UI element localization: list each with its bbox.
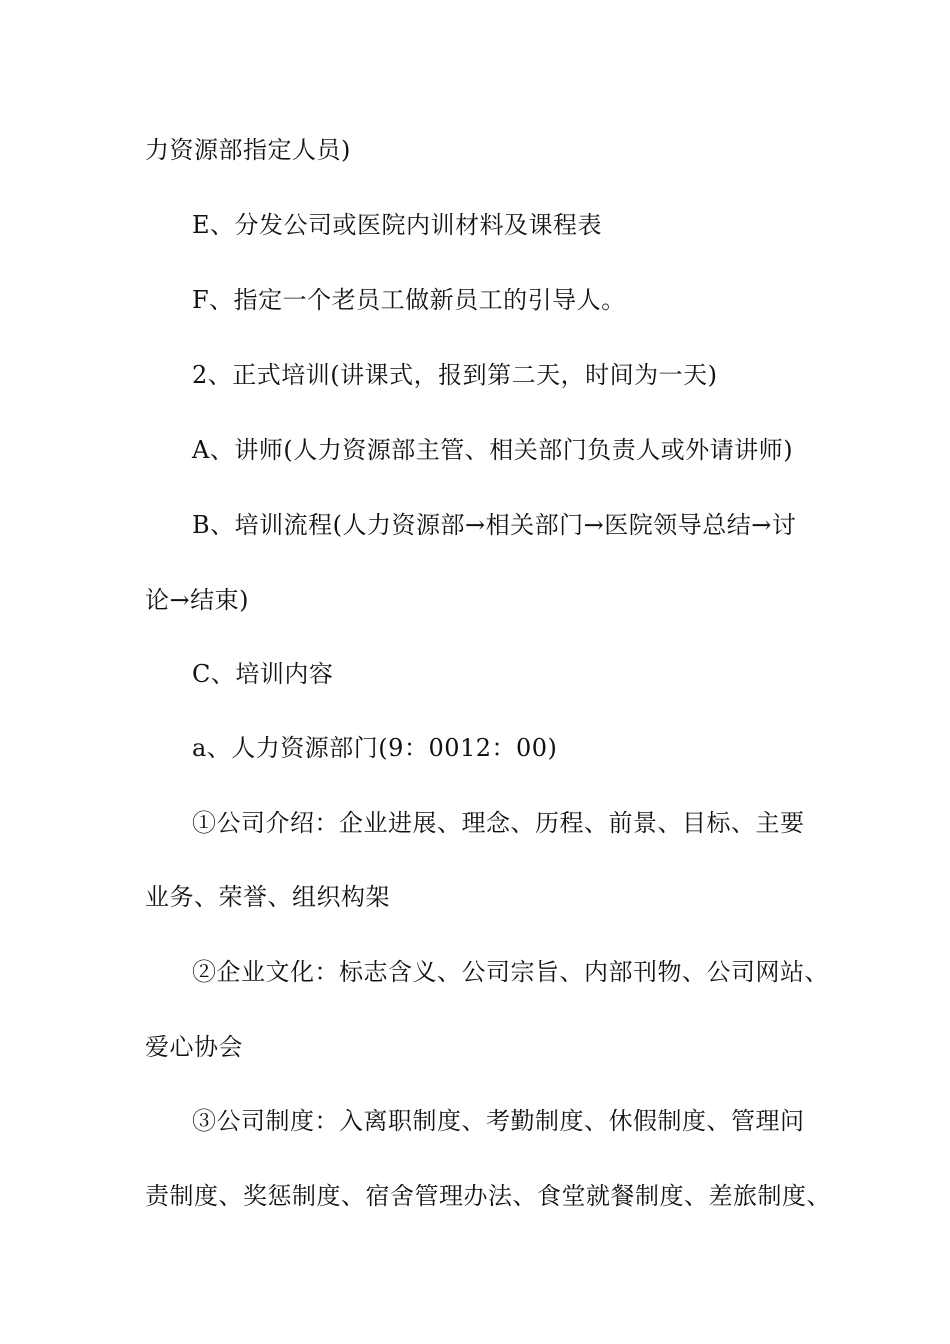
text-line: 力资源部指定人员) bbox=[145, 136, 351, 164]
text-line: ③公司制度：入离职制度、考勤制度、休假制度、管理问 bbox=[192, 1107, 805, 1135]
text-line: 业务、荣誉、组织构架 bbox=[145, 883, 390, 911]
text-line: 爱心协会 bbox=[145, 1033, 243, 1061]
text-line: 责制度、奖惩制度、宿舍管理办法、食堂就餐制度、差旅制度、 bbox=[145, 1182, 831, 1210]
text-line: ①公司介绍：企业进展、理念、历程、前景、目标、主要 bbox=[192, 809, 805, 837]
text-line: a、人力资源部门(9：0012：00) bbox=[192, 734, 558, 762]
text-line: 2、正式培训(讲课式，报到第二天，时间为一天) bbox=[192, 361, 718, 389]
text-line: C、培训内容 bbox=[192, 660, 334, 688]
text-line: B、培训流程(人力资源部→相关部门→医院领导总结→讨 bbox=[192, 511, 797, 539]
text-line: A、讲师(人力资源部主管、相关部门负责人或外请讲师) bbox=[192, 436, 794, 464]
text-line: 论→结束) bbox=[145, 586, 249, 614]
text-line: ②企业文化：标志含义、公司宗旨、内部刊物、公司网站、 bbox=[192, 958, 829, 986]
text-line: F、指定一个老员工做新员工的引导人。 bbox=[192, 286, 626, 314]
text-line: E、分发公司或医院内训材料及课程表 bbox=[192, 211, 603, 239]
